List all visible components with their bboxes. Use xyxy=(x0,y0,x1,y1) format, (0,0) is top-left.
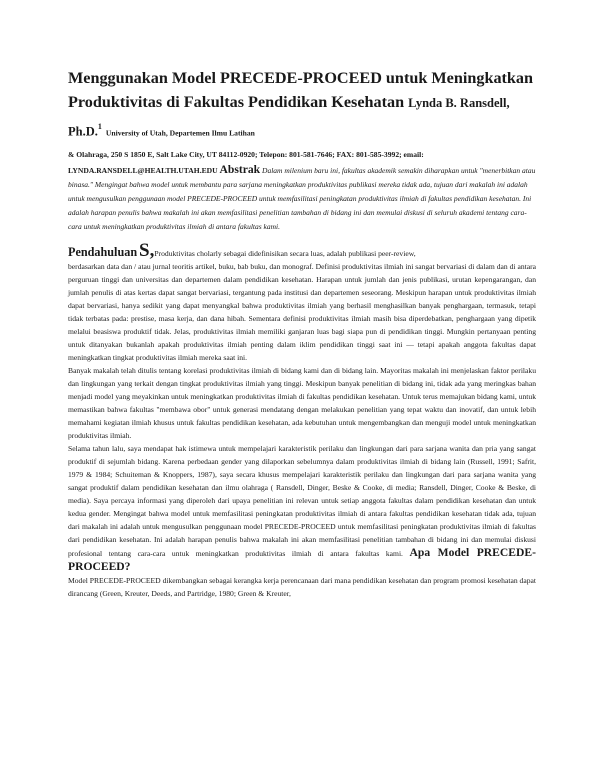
author-email-link[interactable]: LYNDA.RANSDELL@HEALTH.UTAH.EDU xyxy=(68,166,218,176)
introduction-section xyxy=(68,240,536,262)
title-text: Menggunakan Model PRECEDE-PROCEED untuk Meningkatkan Produktivitas di Fakultas Pendidikan Kesehatan xyxy=(68,69,534,111)
contact-phone-fax: Telepon: 801-581-7646; FAX: 801-585-3992; email: xyxy=(259,150,424,160)
author-name: Lynda B. Ransdell, Ph.D. xyxy=(68,96,510,139)
affiliation-line-1: University of Utah, Departemen Ilmu Latihan xyxy=(105,128,255,138)
section-heading-model: Apa Model PRECEDE-PROCEED? xyxy=(68,546,536,574)
introduction-heading: Pendahuluan xyxy=(68,245,138,260)
intro-lead: Produktivitas cholarly sebagai didefinisikan secara luas, adalah publikasi peer-review, xyxy=(154,249,416,259)
paper-title xyxy=(68,66,536,145)
affiliation-marker: 1 xyxy=(97,122,102,131)
intro-paragraph-3 xyxy=(68,442,536,574)
intro-paragraph-1: berdasarkan data dan / atau jurnal teoritis artikel, buku, bab buku, dan monograf. Definisi produktivitas ilmiah ini sangat bervariasi di dalam dan di antara perguruan tinggi dan universitas dan departemen dalam pendidikan kesehatan. Harapan untuk jumlah dan jenis publikasi, urutan kepengarangan, dan jumlah penulis di atas kertas dapat sangat bervariasi, tergantung pada institusi dan departemen seseorang. Meskipun harapan untuk produktivitas ilmiah dapat bervariasi, hanya sedikit yang dapat menyangkal bahwa produktivitas ilmiah yang berhasil menghasilkan banyak penghargaan, termasuk, tetapi tidak terbatas pada: prestise, masa kerja, dan dana hibah. Sementara definisi produktivitas ilmiah masih bisa diperdebatkan, penghargaan yang dipetik melalui beasiswa produktif tidak. Jelas, produktivitas ilmiah memiliki ganjaran luas bagi siapa pun di pendidikan tinggi. Mungkin pertanyaan penting untuk ditanyakan bukanlah apakah produktivitas ilmiah penting dalam iklim pendidikan tinggi saat ini — tetapi apakah anggota fakultas dapat meningkatkan tingkat produktivitas ilmiah mereka saat ini. xyxy=(68,262,536,363)
drop-cap: S, xyxy=(139,240,155,262)
affiliation-address xyxy=(68,147,536,163)
abstract-heading: Abstrak xyxy=(219,163,261,177)
affiliation-line-2: & Olahraga, 250 S 1850 E, Salt Lake City, UT 84112-0920; xyxy=(68,150,258,160)
email-abstract-line xyxy=(68,163,536,234)
abstract-text: Dalam milenium baru ini, fakultas akademik semakin diharapkan untuk "menerbitkan atau binasa." Mengingat bahwa model untuk membantu para sarjana meningkatkan produktivitas publikasi mereka tidak ada, tujuan dari makalah ini adalah untuk mengusulkan penggunaan model PRECEDE-PROCEED untuk memfasilitasi peningkatan produktivitas ilmiah di fakultas pendidikan kesehatan. Ini adalah harapan penulis bahwa makalah ini akan memfasilitasi penelitian tambahan di bidang ini dan memulai diskusi di seluruh akademi tentang cara-cara untuk meningkatkan produktivitas ilmiah di antara fakultas kami. xyxy=(68,166,536,232)
intro-paragraph-3-text: Selama tahun lalu, saya mendapat hak istimewa untuk mempelajari karakteristik perilaku dan lingkungan dari para sarjana wanita dan pria yang sangat produktif di sejumlah bidang. Karena perbedaan gender yang dilaporkan sebelumnya dalam produktivitas ilmiah di bidang lain (Russell, 1991; Safrit, 1979 & 1984; Schuiteman & Knoppers, 1987), saya secara khusus mempelajari karakteristik perilaku dan lingkungan dari para sarjana wanita yang sangat produktif dalam pendidikan kesehatan dan ilmu olahraga ( Ransdell, Dinger, Beske & Cooke, di media; Ransdell, Dinger, Cooke & Beske, di media). Saya percaya informasi yang diperoleh dari upaya penelitian ini relevan untuk setiap anggota fakultas dalam pendidikan kesehatan dan untuk kedua gender. Mengingat bahwa model untuk memfasilitasi peningkatan produktivitas ilmiah di antara fakultas pendidikan kesehatan tidak ada, tujuan dari makalah ini adalah untuk mengusulkan penggunaan model PRECEDE-PROCEED untuk memfasilitasi peningkatan produktivitas ilmiah di fakultas dari pendidikan kesehatan. Ini adalah harapan penulis bahwa makalah ini akan memfasilitasi penelitian tambahan di bidang ini dan memulai diskusi profesional tentang cara-cara untuk meningkatkan produktivitas ilmiah di antara fakultas kami. xyxy=(68,444,536,559)
intro-paragraph-2: Banyak makalah telah ditulis tentang korelasi produktivitas ilmiah di bidang kami dan di bidang lain. Mayoritas makalah ini menjelaskan faktor perilaku dan lingkungan yang terkait dengan tingkat produktivitas ilmiah yang tinggi. Meskipun banyak penelitian di bidang ini, tidak ada yang meringkas bahan menjadi model yang meyakinkan untuk meningkatkan produktivitas ilmiah di fakultas pendidikan kesehatan. Untuk terus memajukan bidang kami, untuk memastikan bahwa fakultas "membawa obor" untuk generasi mendatang dengan melakukan penelitian yang tepat waktu dan inovatif, dan untuk lebih memahami kegiatan ilmiah khusus untuk fakultas pendidikan kesehatan, ada kebutuhan untuk mengembangkan dan menguji model untuk meningkatkan produktivitas ilmiah. xyxy=(68,366,536,441)
model-paragraph-1: Model PRECEDE-PROCEED dikembangkan sebagai kerangka kerja perencanaan dari mana pendidikan kesehatan dan program promosi kesehatan dapat dirancang (Green, Kreuter, Deeds, and Partridge, 1980; Green & Kreuter, xyxy=(68,576,536,599)
